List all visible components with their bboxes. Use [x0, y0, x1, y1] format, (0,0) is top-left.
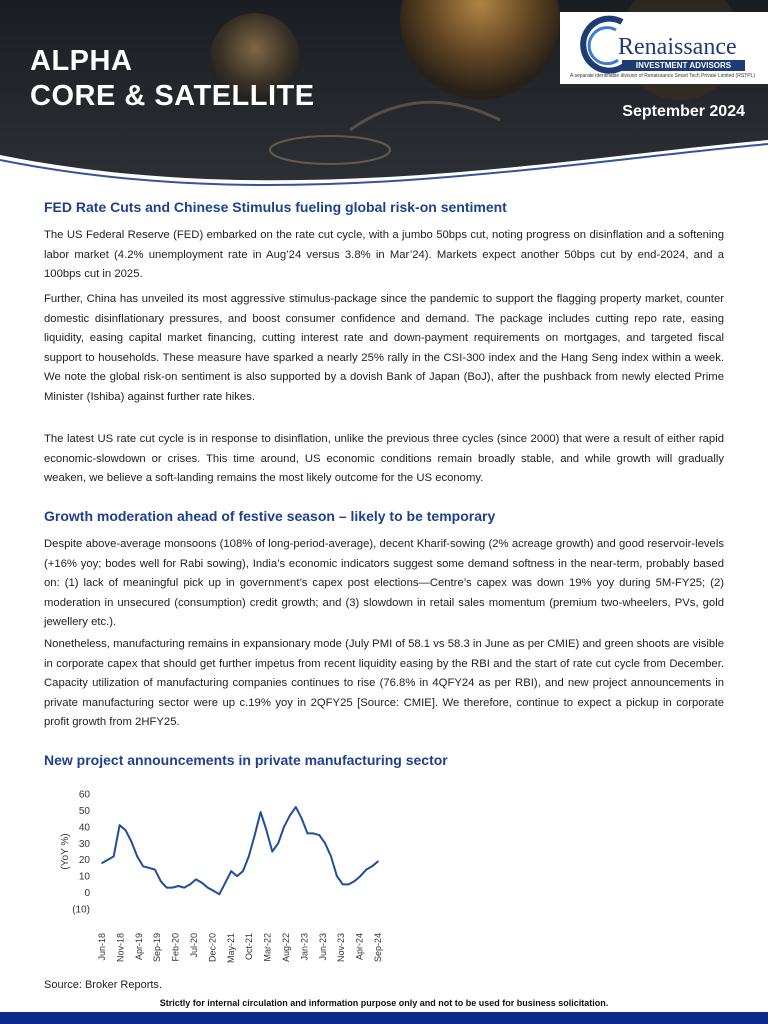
section1-paragraph-3: The latest US rate cut cycle is in response to disinflation, unlike the previous three cycles (since 2000) that were a result of either rapid economic-slowdown or crises. This time around, US economic conditions remain broadly stable, and while growth will gradually weaken, we believe a soft-landing remains the most likely outcome for the US economy.	[44, 433, 724, 484]
x-tick-label: Jun-23	[317, 933, 328, 961]
data-point	[365, 869, 367, 871]
data-point	[101, 862, 103, 864]
data-point	[219, 893, 221, 895]
x-tick-label: Feb-20	[170, 933, 181, 962]
x-tick-label: Nov-18	[115, 933, 126, 963]
header-banner	[0, 0, 768, 190]
y-axis-label: (YoY %)	[60, 833, 71, 870]
x-tick-label: Apr-24	[354, 933, 365, 961]
x-tick-label: Mar-22	[262, 933, 273, 962]
data-point	[213, 890, 215, 892]
data-point	[136, 856, 138, 858]
company-logo	[560, 12, 768, 84]
data-point	[307, 833, 309, 835]
disclaimer: Strictly for internal circulation and information purpose only and not to be used for business solicitation.	[159, 998, 609, 1008]
data-point	[271, 851, 273, 853]
data-point	[330, 856, 332, 858]
y-tick-label: 10	[78, 871, 90, 883]
data-point	[260, 811, 262, 813]
data-point	[113, 856, 115, 858]
y-tick-label: 40	[78, 822, 90, 834]
y-tick-label: 50	[78, 805, 90, 817]
data-point	[277, 842, 279, 844]
logo-subtitle: A separate identifiable division of Renaissance Smart Tech Private Limited (RSTPL)	[570, 73, 755, 79]
x-tick-label: Apr-19	[133, 933, 144, 961]
data-point	[348, 884, 350, 886]
data-point	[324, 842, 326, 844]
data-point	[131, 841, 133, 843]
data-point	[142, 865, 144, 867]
y-tick-label: 0	[84, 888, 90, 900]
data-point	[295, 806, 297, 808]
data-point	[189, 884, 191, 886]
data-point	[177, 885, 179, 887]
data-point	[125, 829, 127, 831]
data-point	[195, 879, 197, 881]
series-line	[102, 807, 378, 894]
data-point	[318, 834, 320, 836]
data-point	[236, 875, 238, 877]
logo-brand-name: Renaissance	[618, 34, 737, 60]
data-point	[242, 870, 244, 872]
source-note: Source: Broker Reports.	[44, 979, 162, 991]
data-point	[172, 887, 174, 889]
report-title-line2: CORE & SATELLITE	[30, 80, 315, 112]
data-point	[107, 859, 109, 861]
data-point	[201, 882, 203, 884]
x-tick-label: Aug-22	[281, 933, 291, 963]
data-point	[154, 869, 156, 871]
x-tick-label: Dec-20	[207, 933, 218, 963]
x-tick-label: Nov-23	[336, 933, 347, 963]
data-point	[254, 834, 256, 836]
data-point	[313, 833, 315, 835]
x-tick-label: Sep-19	[152, 933, 163, 963]
data-point	[166, 887, 168, 889]
section2-paragraph-1: Despite above-average monsoons (108% of long-period-average), decent Kharif-sowing (2% acreage growth) and good reservoir-levels (+16% yoy; bodes well for Rabi sowing), India’s economic indicators suggest some demand softness in the near-term, probably based on: (1) lack of meaningful pick up in government’s capex post elections—Centre’s capex was down 19% yoy during 5M-FY25; (2) moderation in unsecured (consumption) credit growth; and (3) slowdown in retail sales momentum (premium two-wheelers, PVs, gold jewellery etc.).	[44, 538, 724, 628]
report-title-line1: ALPHA	[30, 45, 133, 77]
data-point	[371, 865, 373, 867]
data-point	[248, 856, 250, 858]
data-point	[354, 880, 356, 882]
data-point	[230, 870, 232, 872]
report-title	[30, 44, 315, 114]
project-announcements-chart	[50, 780, 390, 980]
data-point	[336, 875, 338, 877]
data-point	[342, 884, 344, 886]
data-point	[301, 818, 303, 820]
section2-heading: Growth moderation ahead of festive season – likely to be temporary	[44, 508, 496, 524]
data-point	[160, 880, 162, 882]
section1-paragraph-1: The US Federal Reserve (FED) embarked on the rate cut cycle, with a jumbo 50bps cut, noting progress on disinflation and a softening labor market (4.2% unemployment rate in Aug’24 versus 3.8% in Mar’24). Markets expect another 50bps cut by end-2024, and a 100bps cut in 2025.	[44, 229, 724, 280]
section1-paragraph-2: Further, China has unveiled its most aggressive stimulus-package since the pandemic to support the flagging property market, counter domestic disinflationary pressures, and boost consumer confidence and demand. The package includes cutting repo rate, easing liquidity, easing capital market financing, cutting interest rate and down-payment requirements on mortgages, and targeted fiscal support to households. These measure have sparked a nearly 25% rally in the CSI-300 index and the Hang Seng index within a week. We note the global risk-on sentiment is also supported by a dovish Bank of Japan (BoJ), after the pushback from newly elected Prime Minister (Ishiba) against further rate hikes.	[44, 293, 724, 403]
x-tick-label: Sep-24	[373, 933, 383, 963]
y-tick-label: 20	[78, 855, 90, 867]
x-tick-label: Jan-23	[299, 933, 310, 961]
data-point	[283, 826, 285, 828]
data-point	[289, 815, 291, 817]
logo-tagline: INVESTMENT ADVISORS	[622, 60, 745, 71]
x-tick-label: Jun-18	[97, 933, 107, 961]
data-point	[266, 829, 268, 831]
data-point	[207, 887, 209, 889]
y-tick-label: 30	[78, 838, 90, 850]
footer-bar	[0, 1012, 768, 1024]
chart-heading: New project announcements in private manufacturing sector	[44, 752, 448, 768]
data-point	[119, 824, 121, 826]
data-point	[183, 887, 185, 889]
data-point	[360, 875, 362, 877]
section2-paragraph-2: Nonetheless, manufacturing remains in expansionary mode (July PMI of 58.1 vs 58.3 in June as per CMIE) and green shoots are visible in corporate capex that should get further impetus from recent liquidity easing by the RBI and the start of rate cut cycle from December. Capacity utilization of manufacturing companies continues to rise (76.8% in 4QFY24 as per RBI), and new project announcements in private manufacturing sector were up c.19% yoy in 2QFY25 [Source: CMIE]. We therefore, continue to expect a pickup in corporate profit growth from 2HFY25.	[44, 638, 724, 728]
x-tick-label: May-21	[225, 933, 236, 964]
y-tick-label: 60	[78, 789, 90, 801]
x-tick-label: Jul-20	[189, 933, 199, 958]
data-point	[224, 882, 226, 884]
report-date: September 2024	[622, 103, 745, 120]
x-tick-label: Oct-21	[244, 933, 255, 961]
data-point	[377, 861, 379, 863]
y-tick-label: (10)	[72, 904, 90, 916]
section1-heading: FED Rate Cuts and Chinese Stimulus fueling global risk-on sentiment	[44, 199, 507, 215]
data-point	[148, 867, 150, 869]
